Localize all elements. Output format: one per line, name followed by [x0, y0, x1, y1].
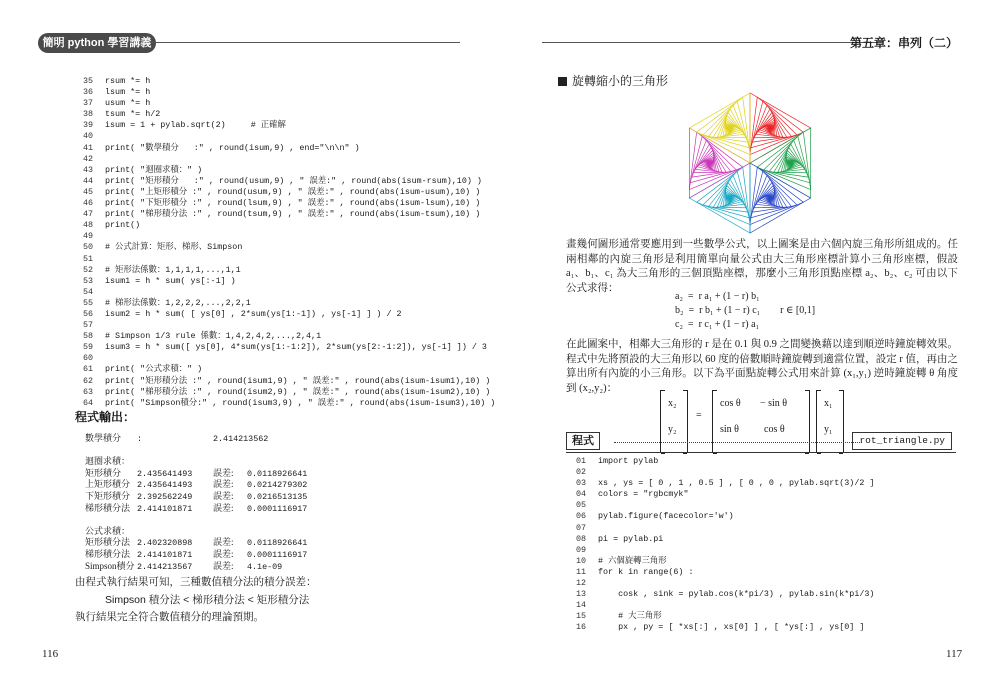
lhs-x2: x₂: [668, 398, 677, 409]
square-bullet-icon: [558, 77, 567, 86]
line-number: 16: [576, 622, 587, 633]
code-text: isum = 1 + pylab.sqrt(2) # 正確解: [105, 120, 286, 131]
code-text: # 六個旋轉三角形: [598, 555, 667, 566]
code-line: [83, 254, 495, 265]
output-error-label: 誤差:: [213, 502, 234, 513]
line-number: 54: [83, 286, 94, 297]
code-text: print( "矩形積分法 :" , round(isum1,9) , " 誤差:" , round(abs(isum-isum1),10) ): [105, 375, 491, 386]
matrix-m11: cos θ: [720, 398, 741, 409]
output-value: 2.414101871: [137, 503, 193, 514]
code-text: print( "上矩形積分 :" , round(usum,9) , " 誤差:" , round(abs(isum-usum),10) ): [105, 186, 481, 197]
code-line: [576, 545, 874, 556]
code-text: pylab.figure(facecolor='w'): [598, 511, 734, 522]
line-number: 63: [83, 386, 94, 397]
code-text: print( "公式求積：" ): [105, 364, 203, 375]
code-line: [83, 198, 495, 209]
code-line: [83, 176, 495, 187]
vector-equations: [675, 290, 815, 332]
output-value: 2.402320898: [137, 538, 193, 549]
output-row-math: [85, 433, 307, 445]
output-error-label: 誤差:: [213, 479, 234, 490]
code-text: # 矩形法係數：1,1,1,1,...,1,1: [105, 264, 241, 275]
line-number: 03: [576, 478, 587, 489]
output-error: 0.0118926641: [247, 538, 308, 549]
equation-c: c₂ = r c₁ + (1 − r) a₁: [675, 319, 760, 330]
code-line: [83, 353, 495, 364]
output-label: 上矩形積分: [85, 479, 131, 490]
line-number: 10: [576, 555, 587, 566]
section-title-text: 旋轉縮小的三角形: [572, 74, 669, 88]
output-label: 下矩形積分: [85, 490, 131, 501]
program-label: 程式: [566, 432, 600, 450]
code-line: [576, 611, 874, 622]
code-line: [83, 342, 495, 353]
code-text: cosk , sink = pylab.cos(k*pi/3) , pylab.sin(k*pi/3): [598, 589, 875, 600]
code-line: [576, 500, 874, 511]
code-line: [83, 154, 495, 165]
output-error: 0.0118926641: [247, 468, 308, 479]
line-number: 36: [83, 87, 94, 98]
code-line: [576, 622, 874, 633]
code-line: [576, 578, 874, 589]
output-row: [85, 479, 307, 491]
code-listing-left: [83, 76, 495, 409]
result-paragraph: 由程式執行結果可知，三種數值積分法的積分誤差：: [75, 577, 317, 588]
line-number: 14: [576, 600, 587, 611]
output-label: 梯形積分法: [85, 502, 131, 513]
code-line: [576, 567, 874, 578]
rotating-triangles-figure: [668, 92, 832, 234]
output-error: 0.0001116917: [247, 503, 308, 514]
code-text: lsum *= h: [105, 87, 151, 98]
book-title-tab: 簡明 python 學習講義: [38, 33, 156, 53]
code-line: [576, 534, 874, 545]
code-listing-right: [576, 456, 874, 634]
code-line: [576, 456, 874, 467]
output-error-label: 誤差:: [213, 560, 234, 571]
output-label: 數學積分: [85, 433, 122, 443]
code-line: [83, 331, 495, 342]
code-line: [576, 467, 874, 478]
ranking-line: Simpson 積分法 < 梯形積分法 < 矩形積分法: [105, 594, 310, 606]
line-number: 04: [576, 489, 587, 500]
line-number: 02: [576, 467, 587, 478]
lhs-y2: y₂: [668, 424, 677, 435]
code-text: xs , ys = [ 0 , 1 , 0.5 ] , [ 0 , 0 , pylab.sqrt(3)/2 ]: [598, 478, 875, 489]
line-number: 01: [576, 456, 587, 466]
line-number: 52: [83, 264, 94, 275]
line-number: 45: [83, 186, 94, 197]
code-line: [83, 309, 495, 320]
line-number: 50: [83, 242, 94, 253]
code-line: [83, 131, 495, 142]
intro-paragraph: 畫幾何圖形通常要應用到一些數學公式，以上圖案是由六個內旋三角形所組成的。任兩相鄰的內旋三角形是利用簡單向量公式由大三角形座標計算小三角形座標，假設 a₁、b₁、c₁ 為大三角形的三個頂點座標，那麼小三角形頂點座標 a₂、b₂、c₂ 可由以下公式求得：: [566, 239, 958, 294]
equals-sign: =: [696, 410, 702, 421]
code-line: [83, 376, 495, 387]
line-number: 38: [83, 109, 94, 120]
program-filename: rot_triangle.py: [852, 432, 952, 450]
output-formula-title: 公式求積：: [85, 525, 131, 536]
header-rule: [542, 42, 877, 43]
code-line: [83, 320, 495, 331]
code-text: colors = "rgbcmyk": [598, 489, 689, 500]
code-text: print( "下矩形積分 :" , round(lsum,9) , " 誤差:" , round(abs(isum-lsum),10) ): [105, 198, 481, 209]
line-number: 48: [83, 220, 94, 231]
section-title: [558, 72, 668, 89]
output-error-label: 誤差:: [213, 490, 234, 501]
output-label: 矩形積分: [85, 467, 122, 478]
code-line: [576, 478, 874, 489]
line-number: 44: [83, 175, 94, 186]
code-line: [83, 209, 495, 220]
code-line: [83, 120, 495, 131]
line-number: 42: [83, 153, 94, 164]
line-number: 43: [83, 164, 94, 175]
code-line: [83, 387, 495, 398]
code-text: for k in range(6) :: [598, 566, 694, 577]
code-text: rsum *= h: [105, 76, 151, 86]
code-line: [83, 231, 495, 242]
output-loop-title: 迴圈求積：: [85, 456, 131, 467]
code-line: [576, 523, 874, 534]
code-line: [83, 143, 495, 154]
code-text: print( "Simpson積分:" , round(isum3,9) , " 誤差:" , round(abs(isum-isum3),10) ): [105, 397, 496, 408]
code-line: [83, 109, 495, 120]
output-value: 2.435641493: [137, 480, 193, 491]
equation-b: b₂ = r b₁ + (1 − r) c₁ r ∈ [0,1]: [675, 305, 816, 316]
line-number: 47: [83, 209, 94, 220]
code-text: print(): [105, 220, 141, 231]
output-label: 梯形積分法: [85, 548, 131, 559]
code-line: [576, 600, 874, 611]
output-error: 0.0001116917: [247, 549, 308, 560]
conclusion-paragraph: 執行結果完全符合數值積分的理論預期。: [75, 612, 264, 623]
output-error: 4.1e-09: [247, 561, 283, 572]
code-text: px , py = [ *xs[:] , xs[0] ] , [ *ys[:] , ys[0] ]: [598, 622, 865, 633]
line-number: 35: [83, 76, 94, 86]
code-line: [83, 187, 495, 198]
output-error-label: 誤差:: [213, 548, 234, 559]
output-value: 2.414101871: [137, 549, 193, 560]
line-number: 13: [576, 589, 587, 600]
code-line: [83, 287, 495, 298]
output-label: Simpson積分: [85, 560, 135, 571]
program-title-bar: [566, 432, 952, 452]
line-number: 56: [83, 308, 94, 319]
line-number: 64: [83, 397, 94, 408]
program-output: [85, 433, 307, 572]
line-number: 55: [83, 297, 94, 308]
line-number: 39: [83, 120, 94, 131]
line-number: 12: [576, 578, 587, 589]
code-line: [576, 489, 874, 500]
code-line: [83, 265, 495, 276]
page-number-right: 117: [946, 648, 963, 660]
code-text: print( "矩形積分 :" , round(usum,9) , " 誤差:" , round(abs(isum-rsum),10) ): [105, 175, 482, 186]
line-number: 08: [576, 533, 587, 544]
line-number: 49: [83, 231, 94, 242]
matrix-m21: sin θ: [720, 424, 739, 435]
output-error-label: 誤差:: [213, 467, 234, 478]
line-number: 57: [83, 320, 94, 331]
line-number: 40: [83, 131, 94, 142]
line-number: 61: [83, 364, 94, 375]
header-rule: [150, 42, 460, 43]
code-text: tsum *= h/2: [105, 109, 161, 120]
line-number: 09: [576, 544, 587, 555]
code-line: [83, 242, 495, 253]
code-line: [576, 556, 874, 567]
output-value: 2.392562249: [137, 491, 193, 502]
code-text: print( "梯形積分法 :" , round(tsum,9) , " 誤差:" , round(abs(isum-tsum),10) ): [105, 209, 481, 220]
rhs-x1: x₁: [824, 398, 833, 409]
code-line: [83, 76, 495, 87]
code-text: isum1 = h * sum( ys[:-1] ): [105, 275, 236, 286]
output-error: 0.0216513135: [247, 491, 308, 502]
line-number: 62: [83, 375, 94, 386]
code-text: isum2 = h * sum( [ ys[0] , 2*sum(ys[1:-1]) , ys[-1] ] ) / 2: [105, 308, 402, 319]
code-text: print( "數學積分 :" , round(isum,9) , end="\n\n" ): [105, 142, 360, 153]
code-line: [83, 220, 495, 231]
output-row: [85, 549, 307, 561]
line-number: 37: [83, 98, 94, 109]
output-row: [85, 503, 307, 515]
line-number: 41: [83, 142, 94, 153]
rhs-y1: y₁: [824, 424, 833, 435]
code-line: [83, 364, 495, 375]
output-row: [85, 561, 307, 573]
output-value: 2.414213567: [137, 561, 193, 572]
line-number: 15: [576, 611, 587, 622]
output-heading: 程式輸出：: [75, 410, 136, 424]
code-text: # 梯形法係數：1,2,2,2,...,2,2,1: [105, 297, 251, 308]
chapter-title: 第五章：串列（二）: [849, 36, 958, 50]
matrix-m12: − sin θ: [760, 398, 788, 409]
code-line: [83, 398, 495, 409]
output-colon: :: [137, 434, 143, 444]
rotation-paragraph: 在此圖案中，相鄰大三角形的 r 是在 0.1 與 0.9 之間變換藉以達到順逆時鐘旋轉效果。程式中先將預設的大三角形以 60 度的倍數順時鐘旋轉到適當位置，設定 r 值，再由之算出所有內旋的小三角形。以下為平面點旋轉公式用來計算 (x₁,y₁) 逆時鐘旋轉 θ 角度到 (x₂,y₂)：: [566, 339, 958, 394]
output-value: 2.435641493: [137, 468, 193, 479]
code-line: [83, 165, 495, 176]
line-number: 06: [576, 511, 587, 522]
code-text: # 大三角形: [598, 611, 662, 622]
code-line: [83, 87, 495, 98]
output-row: [85, 491, 307, 503]
output-row: [85, 537, 307, 549]
line-number: 59: [83, 342, 94, 353]
matrix-m22: cos θ: [764, 424, 785, 435]
code-text: import pylab: [598, 456, 659, 466]
code-text: # Simpson 1/3 rule 係數：1,4,2,4,2,...,2,4,1: [105, 331, 322, 342]
line-number: 60: [83, 353, 94, 364]
output-error-label: 誤差:: [213, 537, 234, 548]
code-text: usum *= h: [105, 98, 151, 109]
page-number-left: 116: [42, 648, 59, 660]
code-line: [83, 98, 495, 109]
code-text: isum3 = h * sum([ ys[0], 4*sum(ys[1:-1:2]), 2*sum(ys[2:-1:2]), ys[-1] ]) / 3: [105, 342, 487, 353]
equation-a: a₂ = r a₁ + (1 − r) b₁: [675, 291, 760, 302]
code-text: print( "迴圈求積：" ): [105, 164, 203, 175]
line-number: 11: [576, 566, 587, 577]
code-line: [576, 511, 874, 522]
line-number: 58: [83, 331, 94, 342]
line-number: 46: [83, 198, 94, 209]
line-number: 51: [83, 253, 94, 264]
code-text: # 公式計算：矩形、梯形、Simpson: [105, 242, 243, 253]
code-line: [83, 298, 495, 309]
output-value: 2.414213562: [213, 434, 269, 444]
output-row: [85, 468, 307, 480]
line-number: 53: [83, 275, 94, 286]
dotted-leader: [614, 442, 862, 443]
code-line: [83, 276, 495, 287]
code-text: pi = pylab.pi: [598, 533, 664, 544]
output-label: 矩形積分法: [85, 537, 131, 548]
code-text: print( "梯形積分法 :" , round(isum2,9) , " 誤差:" , round(abs(isum-isum2),10) ): [105, 386, 491, 397]
output-error: 0.0214279302: [247, 480, 308, 491]
line-number: 05: [576, 500, 587, 511]
line-number: 07: [576, 522, 587, 533]
code-line: [576, 589, 874, 600]
program-rule: [566, 452, 956, 453]
right-page: [500, 0, 1000, 684]
